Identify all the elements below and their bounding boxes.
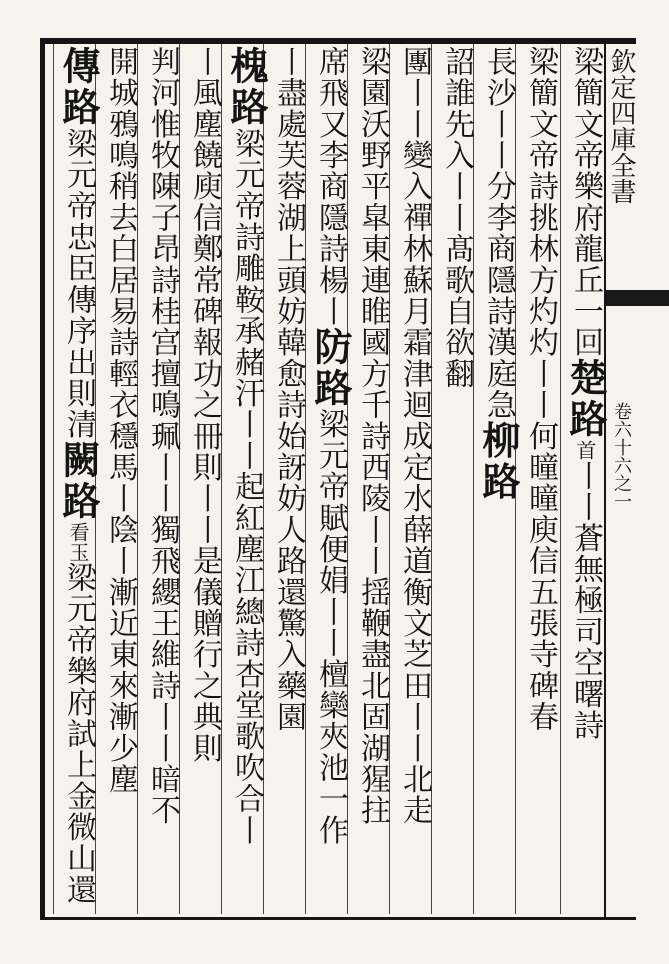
text-column-1: 梁簡文帝樂府龍丘一回楚路首丨丨蒼無極司空曙詩 <box>563 46 608 741</box>
heading-huai-lu: 槐路 <box>224 46 269 128</box>
text-column-9: 槐路梁元帝詩雕鞍承赭汗丨丨起紅塵江總詩杏堂歌吹合丨 <box>224 46 269 846</box>
text-column-8: 丨盡處芙蓉湖上頭妨韓愈詩始訝妨人路還驚入藥園 <box>271 46 306 733</box>
margin-volume-label: 卷六十六之一 <box>611 402 632 510</box>
heading-chuan-lu: 傳路 <box>56 46 101 128</box>
column-rule <box>560 44 561 914</box>
column-rule <box>53 44 54 914</box>
margin-book-title: 欽定四庫全書 <box>606 48 636 204</box>
text-column-12: 開城鴉鳴稍去白居易詩輕衣穩馬丨陰丨漸近東來漸少塵 <box>103 46 138 795</box>
text-column-13: 傳路梁元帝忠臣傳序出則清闕路看玉梁元帝樂府試上金微山還 <box>56 46 101 906</box>
text-column-13b <box>140 520 180 910</box>
text-column-7: 席飛又李商隱詩楊丨防路梁元帝賦便娟丨丨檀欒夾池一作 <box>308 46 353 846</box>
heading-fang-lu: 防路 <box>308 326 353 409</box>
text-column-2: 梁簡文帝詩挑林方灼灼丨丨何曈曈庾信五張寺碑春 <box>523 46 558 733</box>
text-column-6: 梁園沃野平皐東連睢國方千詩西陵丨丨揺鞭盡北固湖猩拄 <box>355 46 390 826</box>
text-column-3: 長沙丨丨分李商隱詩漢庭急柳路 <box>476 46 521 503</box>
heading-liu-lu: 柳路 <box>476 420 521 503</box>
heading-que-lu: 闕路 <box>56 440 101 522</box>
fish-tail-mark <box>606 290 669 306</box>
text-column-4: 詔誰先入丨丨髙歌自欲翻 <box>439 46 474 390</box>
text-column-5: 團丨丨變入禪林蘇月霜津迴成定水薛道衡文芝田丨丨北走 <box>397 46 432 826</box>
heading-chu-lu: 楚路 <box>563 358 608 440</box>
text-column-11: 判河惟牧陳子昂詩桂宫擅鳴珮丨丨獨飛纓王維詩丨丨暗不 <box>145 46 180 826</box>
text-column-10: 丨風塵饒庾信鄭常碑報功之冊則丨丨是儀贈行之典則 <box>187 46 222 764</box>
